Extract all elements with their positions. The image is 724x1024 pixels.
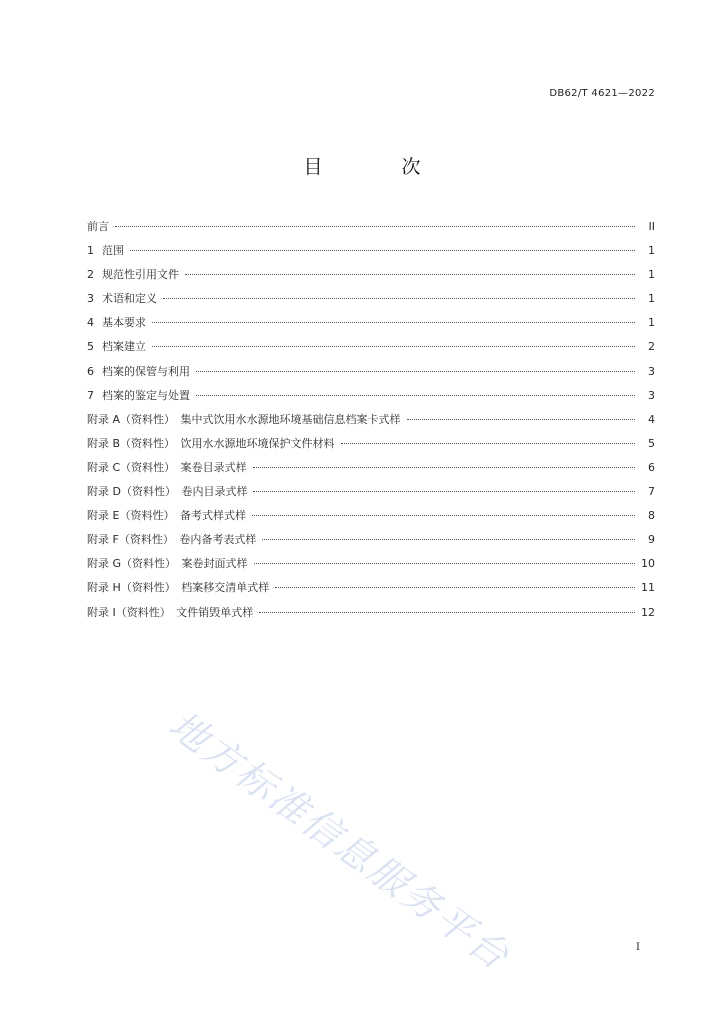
toc-entry[interactable] (87, 266, 655, 290)
toc-entry-number: 1 (87, 244, 94, 258)
toc-entry[interactable] (87, 531, 655, 555)
toc-entry-page: 11 (641, 581, 655, 595)
toc-entry-label: 附录 I（资料性） 文件销毁单式样 (87, 605, 254, 619)
toc-entry-label: 附录 F（资料性） 卷内备考表式样 (87, 533, 257, 547)
toc-entry-number: 4 (87, 316, 94, 330)
toc-dot-leader (407, 419, 635, 420)
toc-entry-page: 8 (648, 509, 655, 523)
toc-entry-page: 1 (648, 244, 655, 258)
toc-dot-leader (262, 539, 635, 540)
toc-entry-number: 3 (87, 292, 94, 306)
toc-entry-page: 12 (641, 605, 655, 619)
toc-entry-page: 7 (648, 485, 655, 499)
toc-dot-leader (163, 298, 635, 299)
toc-entry-page: 9 (648, 533, 655, 547)
toc-entry[interactable] (87, 314, 655, 338)
toc-entry-page: 3 (648, 364, 655, 378)
toc-dot-leader (253, 467, 635, 468)
toc-entry-label: 术语和定义 (102, 292, 157, 306)
toc-dot-leader (259, 612, 635, 613)
page-title: 目 次 (303, 156, 451, 178)
toc-entry-label: 附录 E（资料性） 备考式样式样 (87, 509, 246, 523)
toc-entry[interactable] (87, 579, 655, 603)
toc-dot-leader (254, 563, 635, 564)
toc-entry-page: 1 (648, 268, 655, 282)
toc-entry-label: 档案的鉴定与处置 (102, 388, 190, 402)
toc-entry[interactable] (87, 218, 655, 242)
toc-dot-leader (253, 491, 635, 492)
toc-entry[interactable] (87, 507, 655, 531)
toc-entry-page: 1 (648, 292, 655, 306)
toc-entry[interactable] (87, 411, 655, 435)
toc-entry-label: 档案建立 (102, 340, 146, 354)
toc-entry-page: 6 (648, 460, 655, 474)
toc-dot-leader (275, 587, 635, 588)
toc-entry-page: II (648, 220, 655, 233)
toc-entry-page: 3 (648, 388, 655, 402)
toc-entry-label: 附录 D（资料性） 卷内目录式样 (87, 485, 248, 499)
toc-entry-page: 1 (648, 316, 655, 330)
toc-entry[interactable] (87, 290, 655, 314)
toc-entry-page: 10 (641, 557, 655, 571)
page-number: I (636, 942, 640, 953)
toc-dot-leader (185, 274, 635, 275)
toc-entry-label: 附录 C（资料性） 案卷目录式样 (87, 460, 247, 474)
standard-code: DB62/T 4621—2022 (549, 88, 655, 99)
toc-dot-leader (152, 322, 635, 323)
toc-entry-label: 前言 (87, 220, 109, 233)
toc-entry[interactable] (87, 363, 655, 387)
toc-entry[interactable] (87, 435, 655, 459)
toc-dot-leader (252, 515, 635, 516)
toc-entry-label: 附录 A（资料性） 集中式饮用水水源地环境基础信息档案卡式样 (87, 412, 401, 426)
toc-entry-page: 4 (648, 412, 655, 426)
toc-entry[interactable] (87, 604, 655, 628)
toc-entry[interactable] (87, 483, 655, 507)
toc-entry-label: 规范性引用文件 (102, 268, 179, 282)
toc-entry[interactable] (87, 242, 655, 266)
toc-dot-leader (130, 250, 635, 251)
toc-entry-number: 2 (87, 268, 94, 282)
toc-entry-number: 7 (87, 388, 94, 402)
toc-entry-label: 附录 B（资料性） 饮用水水源地环境保护文件材料 (87, 436, 335, 450)
toc-entry-label: 附录 G（资料性） 案卷封面式样 (87, 557, 248, 571)
toc-entry[interactable] (87, 387, 655, 411)
toc-entry-page: 5 (648, 436, 655, 450)
toc-dot-leader (115, 226, 635, 227)
toc-entry-label: 附录 H（资料性） 档案移交清单式样 (87, 581, 270, 595)
toc-entry-number: 6 (87, 364, 94, 378)
toc-entry-label: 基本要求 (102, 316, 146, 330)
toc-dot-leader (341, 443, 635, 444)
table-of-contents (87, 218, 655, 628)
toc-entry-number: 5 (87, 340, 94, 354)
toc-dot-leader (196, 371, 635, 372)
toc-entry-page: 2 (648, 340, 655, 354)
toc-entry-label: 档案的保管与利用 (102, 364, 190, 378)
toc-dot-leader (196, 395, 635, 396)
watermark: 地方标准信息服务平台 (161, 702, 519, 980)
toc-entry-label: 范围 (102, 244, 124, 258)
toc-entry[interactable] (87, 338, 655, 362)
toc-entry[interactable] (87, 555, 655, 579)
toc-entry[interactable] (87, 459, 655, 483)
toc-dot-leader (152, 346, 635, 347)
